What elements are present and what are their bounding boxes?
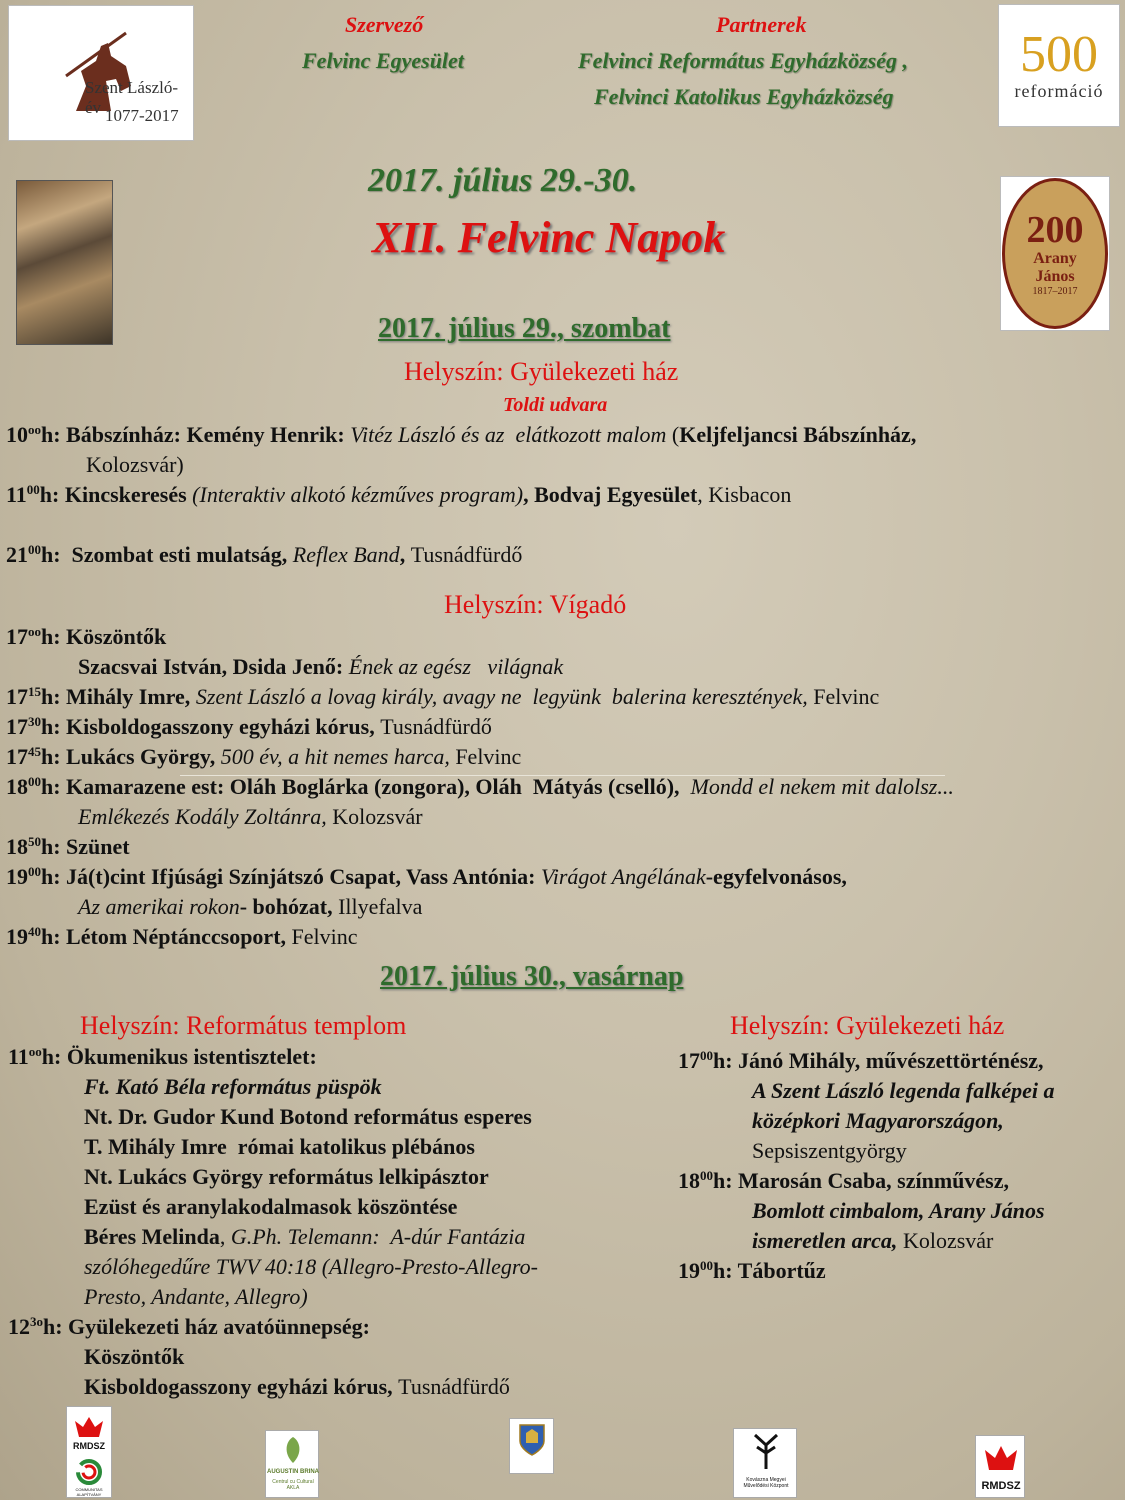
schedule-line: Kolozsvár): [86, 452, 184, 477]
schedule-line: Az amerikai rokon- bohózat, Illyefalva: [78, 894, 423, 919]
schedule-line: T. Mihály Imre római katolikus plébános: [84, 1134, 475, 1159]
augustin-sub: Centrul cu Cultural AKLA: [272, 1479, 314, 1491]
schedule-line: Béres Melinda, G.Ph. Telemann: A-dúr Fantázia: [84, 1224, 526, 1249]
schedule-line: $17^{45}h$: Lukács György, 500 év, a hit nemes harca, Felvinc: [6, 744, 522, 769]
rmdsz-logo: [975, 1435, 1025, 1498]
schedule-line: Köszöntők: [84, 1344, 185, 1369]
szent-laszlo-line2: 1077-2017: [105, 106, 179, 125]
reformacio-500-logo: [998, 4, 1120, 127]
partners-label: Partnerek: [716, 12, 807, 37]
day1-venue-gyulekezeti: Helyszín: Gyülekezeti ház: [404, 357, 679, 386]
day1-venue-vigado: Helyszín: Vígadó: [444, 590, 627, 619]
schedule-line: $12^{3o}h$: Gyülekezeti ház avatóünnepség:: [8, 1314, 370, 1339]
schedule-line: $11^{oo}h$: Ökumenikus istentisztelet:: [8, 1044, 317, 1069]
rmdsz-communitas-logo: [66, 1406, 112, 1498]
arany-name: Arany János: [1033, 250, 1077, 285]
schedule-line: $11^{00}h$: Kincskeresés (Interaktiv alkotó kézműves program), Bodvaj Egyesület, Kisbacon: [6, 482, 792, 507]
fresco-image: [16, 180, 113, 345]
schedule-line: Bomlott cimbalom, Arany János: [752, 1198, 1045, 1223]
rmdsz-label: RMDSZ: [981, 1480, 1021, 1492]
kovaszna-label: Kovászna Megyei Művelődési Központ: [743, 1477, 789, 1489]
arany-years: 1817–2017: [1032, 286, 1078, 297]
schedule-line: Kisboldogasszony egyházi kórus, Tusnádfürdő: [84, 1374, 510, 1399]
schedule-line: $18^{50}h$: Szünet: [6, 834, 130, 859]
communitas-label: COMMUNITAS ALAPÍTVÁNY: [75, 1487, 103, 1497]
schedule-line: Ft. Kató Béla református püspök: [84, 1074, 382, 1099]
day1-heading: 2017. július 29., szombat: [378, 313, 671, 344]
schedule-line: Sepsiszentgyörgy: [752, 1138, 907, 1163]
day1-venue-sub: Toldi udvara: [503, 394, 608, 416]
schedule-line: Emlékezés Kodály Zoltánra, Kolozsvár: [78, 804, 423, 829]
schedule-line: Nt. Dr. Gudor Kund Botond református esperes: [84, 1104, 532, 1129]
schedule-line: ismeretlen arca, Kolozsvár: [752, 1228, 994, 1253]
schedule-line: $17^{15}h$: Mihály Imre, Szent László a lovag király, avagy ne legyünk balerina keresztények, Felvinc: [6, 684, 880, 709]
schedule-line: $17^{oo}h$: Köszöntők: [6, 624, 167, 649]
rmdsz-label: RMDSZ: [73, 1441, 105, 1451]
tree-icon: [749, 1431, 783, 1471]
schedule-line: $21^{00}h$: Szombat esti mulatság, Reflex Band, Tusnádfürdő: [6, 542, 523, 567]
schedule-line: szólóhegedűre TWV 40:18 (Allegro-Presto-Allegro-: [84, 1254, 538, 1279]
day2-heading: 2017. július 30., vasárnap: [380, 961, 684, 992]
kovaszna-coat-of-arms-logo: [509, 1418, 554, 1474]
organizer-label: Szervező: [345, 12, 424, 37]
event-title: XII. Felvinc Napok: [372, 213, 726, 262]
tulip-icon: [67, 1413, 111, 1443]
communitas-icon: [74, 1457, 104, 1487]
schedule-line: $10^{oo}h$: Bábszínház: Kemény Henrik: Vitéz László és az elátkozott malom (Keljfeljancsi Bábszínház,: [6, 422, 917, 447]
schedule-line: $19^{00}h$: Tábortűz: [678, 1258, 826, 1283]
schedule-line: Ezüst és aranylakodalmasok köszöntése: [84, 1194, 458, 1219]
schedule-line: Szacsvai István, Dsida Jenő: Ének az egész világnak: [78, 654, 564, 679]
event-dates: 2017. július 29.-30.: [368, 162, 638, 199]
coat-of-arms-icon: [518, 1423, 546, 1457]
arany-janos-200-logo: [1000, 176, 1110, 331]
schedule-line: $18^{00}h$: Kamarazene est: Oláh Boglárka (zongora), Oláh Mátyás (cselló), Mondd el nekem mit dalolsz...: [6, 774, 954, 799]
schedule-line: $17^{00}h$: Jánó Mihály, művészettörténész,: [678, 1048, 1044, 1073]
partner-katolikus: Felvinci Katolikus Egyházközség: [594, 84, 894, 109]
schedule-line: középkori Magyarországon,: [752, 1108, 1004, 1133]
reformacio-number: 500: [1020, 26, 1098, 83]
arany-number: 200: [1026, 209, 1084, 251]
day2-venue-gyulekezeti: Helyszín: Gyülekezeti ház: [730, 1011, 1005, 1040]
augustin-label: AUGUSTIN BRINA: [267, 1469, 319, 1475]
organizer-name: Felvinc Egyesület: [302, 48, 464, 73]
leaf-icon: [278, 1435, 308, 1465]
day2-venue-templom: Helyszín: Református templom: [80, 1011, 407, 1040]
schedule-line: $18^{00}h$: Marosán Csaba, színművész,: [678, 1168, 1010, 1193]
schedule-line: Presto, Andante, Allegro): [84, 1284, 308, 1309]
augustin-brina-logo: [265, 1430, 319, 1498]
partner-reformatus: Felvinci Református Egyházközség ,: [578, 48, 909, 73]
szent-laszlo-line1: Szent László-év: [85, 78, 178, 117]
schedule-line: A Szent László legenda falképei a: [752, 1078, 1055, 1103]
reformacio-word: reformáció: [1014, 81, 1104, 101]
schedule-line: Nt. Lukács György református lelkipásztor: [84, 1164, 489, 1189]
kovaszna-muvelodesi-kozpont-logo: [733, 1428, 797, 1498]
schedule-line: $19^{00}h$: Já(t)cint Ifjúsági Színjátszó Csapat, Vass Antónia: Virágot Angélának-egyfelvonásos,: [6, 864, 847, 889]
tulip-icon: [979, 1442, 1023, 1476]
szent-laszlo-logo: [8, 5, 194, 141]
schedule-line: $17^{30}h$: Kisboldogasszony egyházi kórus, Tusnádfürdő: [6, 714, 492, 739]
schedule-line: $19^{40}h$: Létom Néptánccsoport, Felvinc: [6, 924, 358, 949]
